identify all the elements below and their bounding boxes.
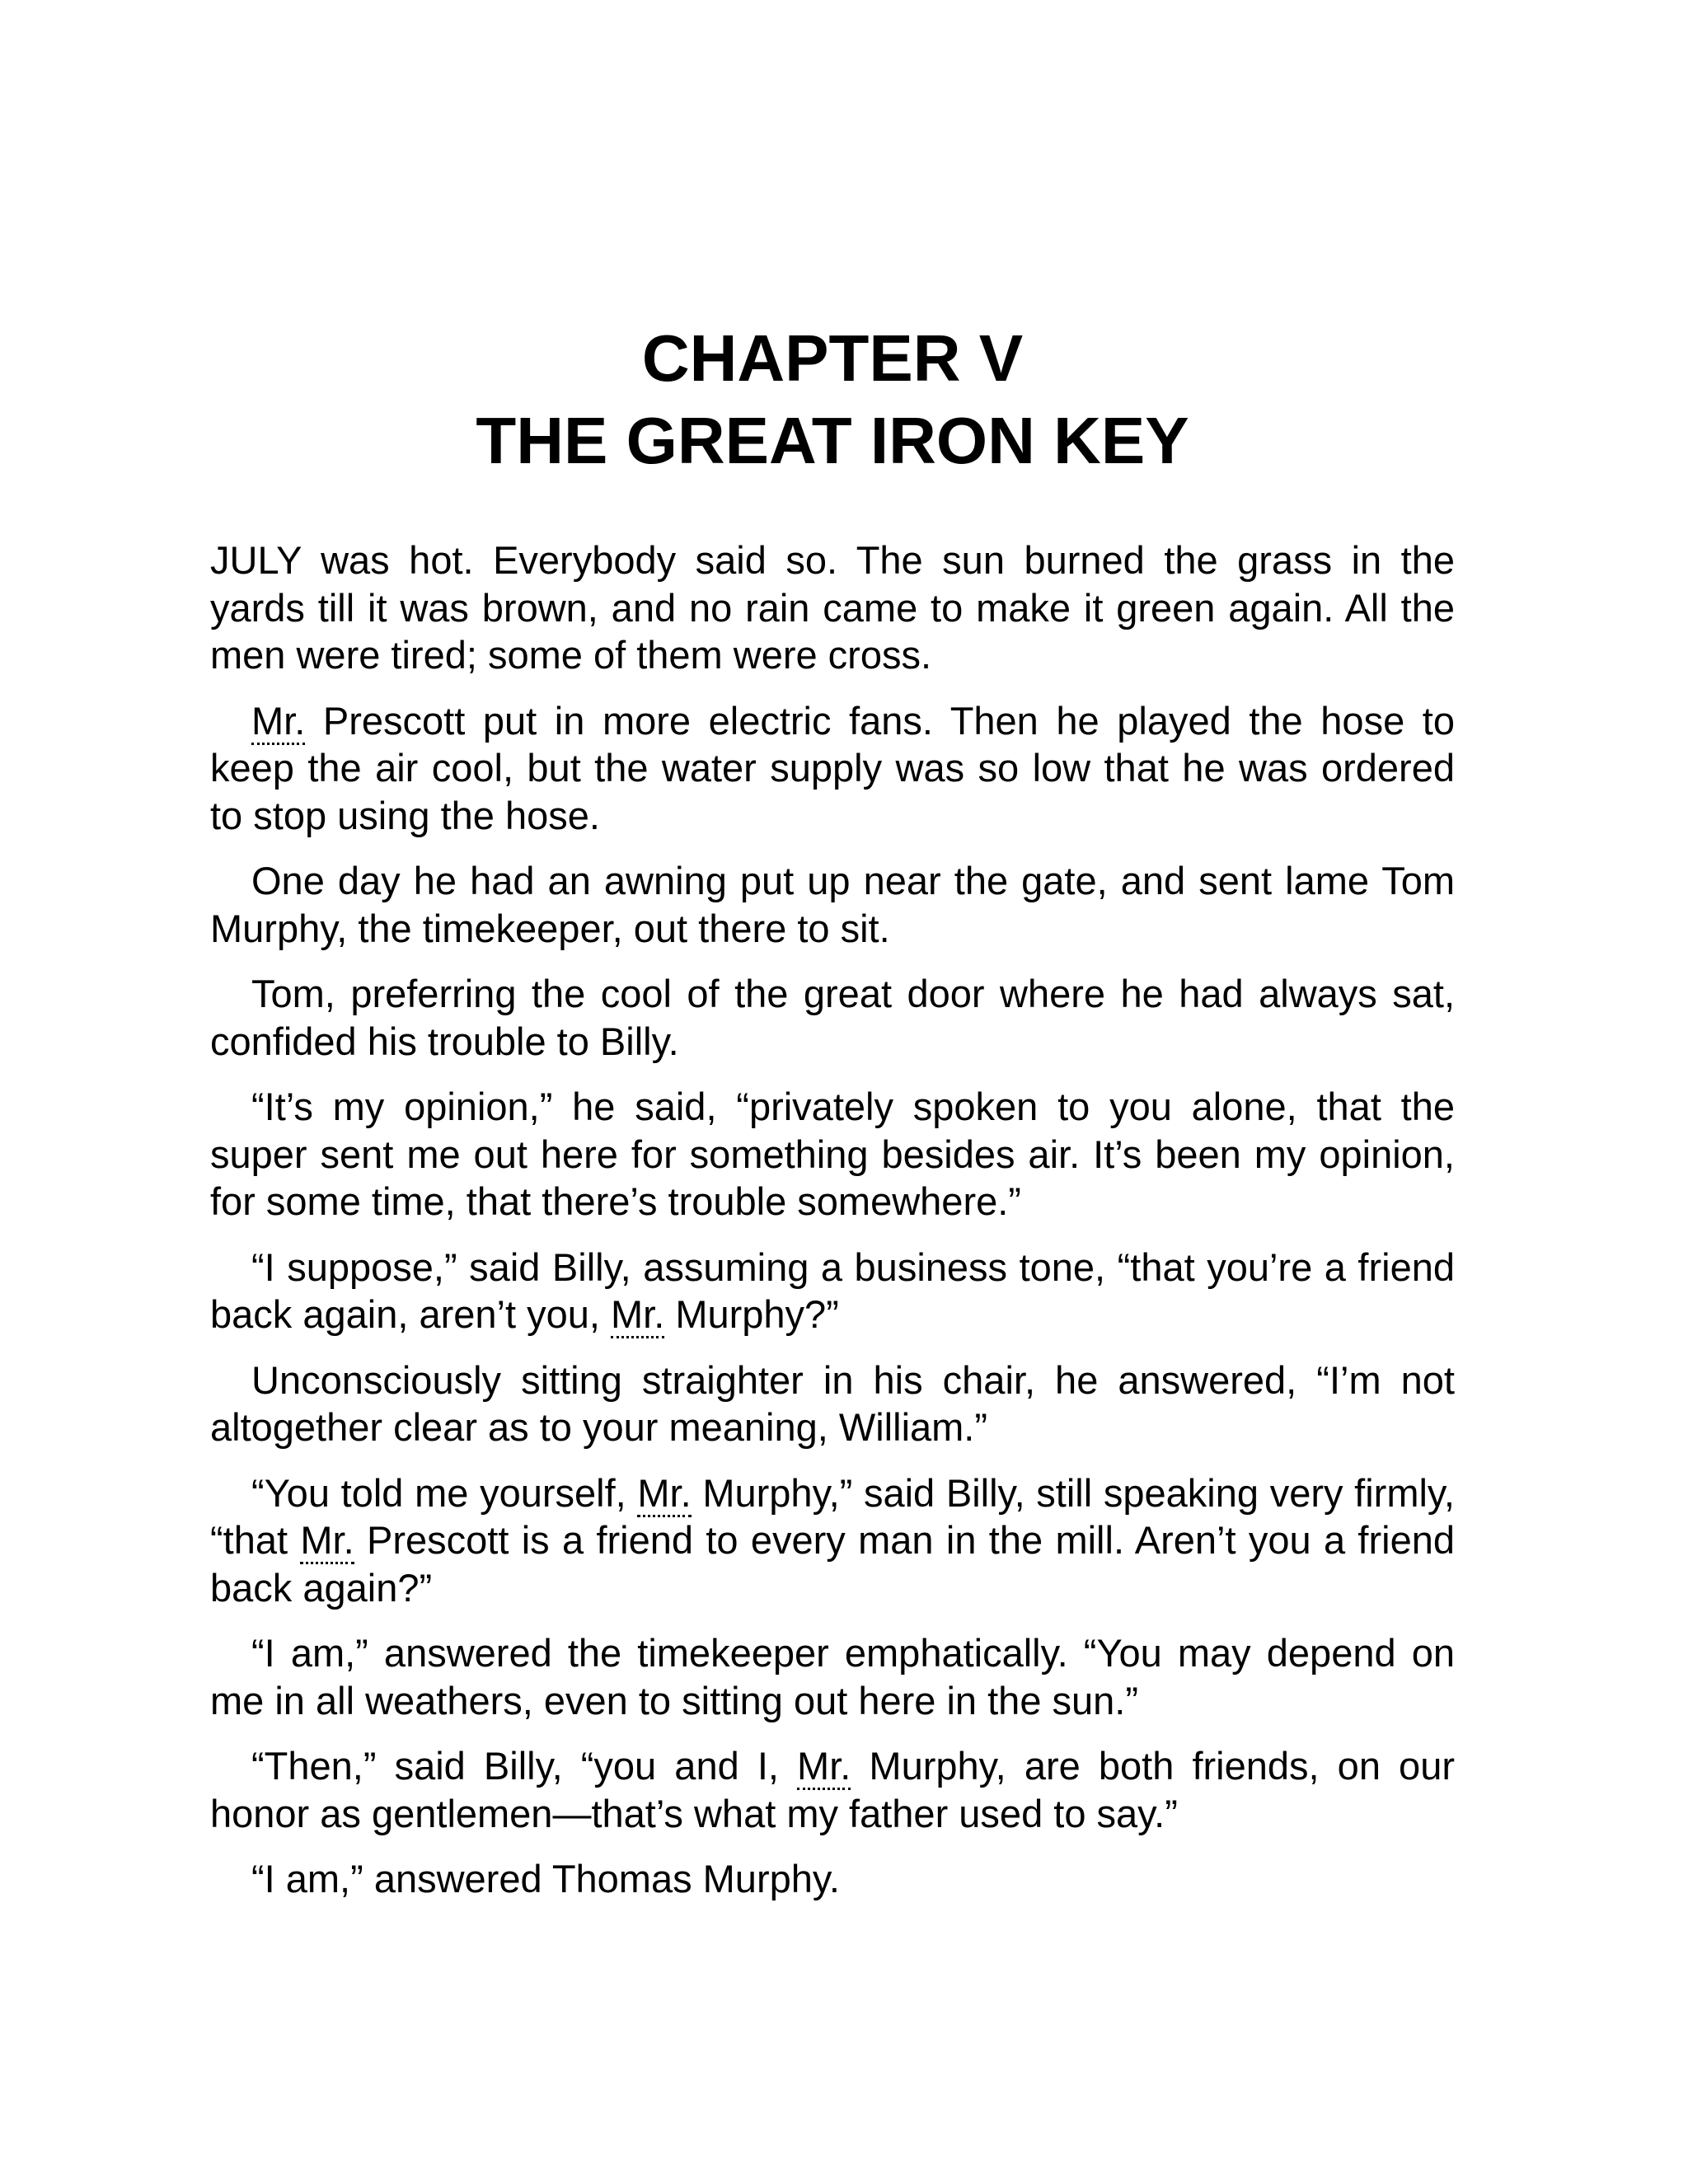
book-page — [210, 317, 1455, 1921]
paragraph-7: Unconsciously sitting straighter in his chair, he answered, “I’m not altogether clear as to your meaning, William.” — [210, 1357, 1455, 1449]
paragraph-4: Tom, preferring the cool of the great door where he had always sat, confided his trouble to Billy. — [210, 972, 1455, 1063]
paragraph-8: “You told me yourself, Mr. Murphy,” said Billy, still speaking very firmly, “that Mr. Prescott is a friend to every man in the mill. Aren’t you a friend back again?” — [210, 1470, 1455, 1610]
paragraph-3: One day he had an awning put up near the gate, and sent lame Tom Murphy, the timekeeper, out there to sit. — [210, 859, 1455, 950]
paragraph-5: “It’s my opinion,” he said, “privately spoken to you alone, that the super sent me out here for something besides air. It’s been my opinion, for some time, that there’s trouble somewhere.” — [210, 1085, 1455, 1223]
abbreviation-mr: Mr. — [251, 699, 305, 745]
paragraph-2: Mr. Prescott put in more electric fans. Then he played the hose to keep the air cool, but the water supply was so low that he was ordered to stop using the hose. — [210, 698, 1455, 837]
abbreviation-mr: Mr. — [797, 1744, 851, 1790]
chapter-heading — [210, 317, 1455, 482]
abbreviation-mr: Mr. — [637, 1471, 691, 1517]
chapter-body — [210, 537, 1455, 1903]
abbreviation-mr: Mr. — [300, 1518, 354, 1564]
paragraph-9: “I am,” answered the timekeeper emphatically. “You may depend on me in all weathers, even to sitting out here in the sun.” — [210, 1631, 1455, 1722]
abbreviation-mr: Mr. — [611, 1292, 664, 1338]
chapter-number: CHAPTER V — [641, 321, 1024, 395]
chapter-title: THE GREAT IRON KEY — [476, 404, 1189, 477]
paragraph-10: “Then,” said Billy, “you and I, Mr. Murphy, are both friends, on our honor as gentlemen—that’s what my father used to say.” — [210, 1744, 1455, 1835]
paragraph-1: JULY was hot. Everybody said so. The sun burned the grass in the yards till it was brown, and no rain came to make it green again. All the men were tired; some of them were cross. — [210, 538, 1455, 677]
paragraph-11: “I am,” answered Thomas Murphy. — [251, 1857, 840, 1900]
paragraph-6: “I suppose,” said Billy, assuming a business tone, “that you’re a friend back again, aren’t you, Mr. Murphy?” — [210, 1244, 1455, 1338]
